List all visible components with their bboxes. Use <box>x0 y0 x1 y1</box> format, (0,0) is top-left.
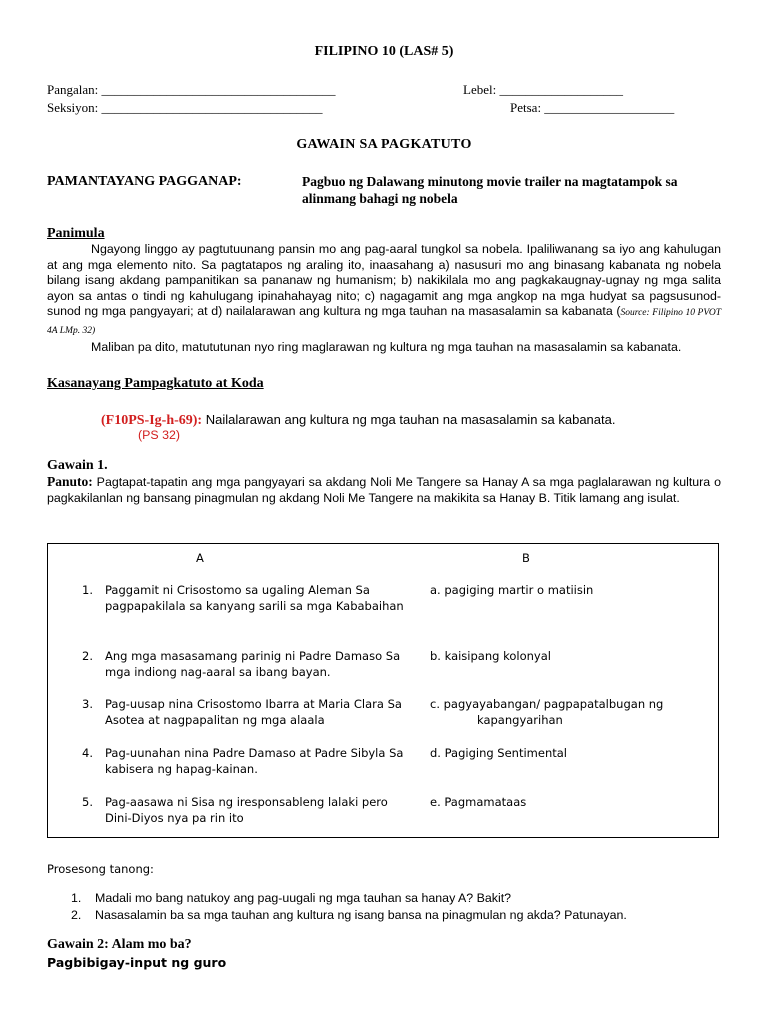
gawain2-subheading: Pagbibigay-input ng guro <box>47 955 227 970</box>
column-a-item-2: 2. Ang mga masasamang parinig ni Padre Damaso Sa mga indiong nag-aaral sa ibang bayan. <box>82 649 401 679</box>
column-a-item-3: 3. Pag-uusap nina Crisostomo Ibarra at Maria Clara Sa Asotea at nagpapalitan ng mga alaala <box>82 697 402 727</box>
gawain1-heading: Gawain 1. <box>47 458 108 473</box>
column-b-item-c: c. pagyayabangan/ pagpapatalbugan ng <box>430 697 664 711</box>
gawain-title: GAWAIN SA PAGKATUTO <box>296 137 472 152</box>
prosesong-heading: Prosesong tanong: <box>47 862 154 876</box>
column-b-item-d: d. Pagiging Sentimental <box>430 746 567 760</box>
panuto-label: Panuto: <box>47 474 93 489</box>
seksiyon-field[interactable]: Seksiyon: __________________________________ <box>47 100 323 115</box>
pangalan-field[interactable]: Pangalan: ____________________________________ <box>47 82 336 97</box>
lebel-field[interactable]: Lebel: ___________________ <box>463 82 623 97</box>
panimula-paragraph-2 <box>47 340 721 356</box>
competency-code: (F10PS-Ig-h-69): <box>101 413 203 428</box>
question-2: 2. Nasasalamin ba sa mga tauhan ang kultura ng isang bansa na pinagmulan ng akda? Patunayan. <box>71 908 627 922</box>
kasanayan-line <box>101 412 615 429</box>
panimula-body-2: Maliban pa dito, matututunan nyo ring maglarawan ng kultura ng mga tauhan na masasalamin sa kabanata. <box>91 340 682 354</box>
panimula-paragraph: Ngayong linggo ay pagtutuunang pansin mo ang pag-aaral tungkol sa nobela. Ipaliliwanang sa iyo ang kahulugan at ang mga elemento nito. Sa pagtatapos ng araling ito, inaasahang a) nasusuri mo ang binasang kabanata ng nobela bilang isang akdang pampanitikan sa pananaw ng humanism; b) nakikilala mo ang pagkakaugnay-ugnay ng mga salita ayon sa antas o tindi ng kahulugang ipinahahayag nito; c) nagagamit ang mga angkop na mga hudyat sa pagsusunod-sunod ng mga pangyayari; at d) nailalarawan ang kultura ng mga tauhan na masasalamin sa kabanata (Source: Filipino 10 PVOT 4A LMp. 32) <box>47 242 721 336</box>
column-a-header: A <box>196 551 204 565</box>
source-citation: Source: Filipino 10 PVOT 4A LMp. 32 <box>47 308 721 336</box>
kasanayan-heading: Kasanayang Pampagkatuto at Koda <box>47 376 264 391</box>
column-a-item-1: 1. Paggamit ni Crisostomo sa ugaling Aleman Sa pagpapakilala sa kanyang sarili sa mga Kababaihan <box>82 583 404 613</box>
pamantayan-text: Pagbuo ng Dalawang minutong movie trailer na magtatampok sa alinmang bahagi ng nobela <box>302 174 678 206</box>
petsa-field[interactable]: Petsa: ____________________ <box>510 100 675 115</box>
question-1: 1. Madali mo bang natukoy ang pag-uugali ng mga tauhan sa hanay A? Bakit? <box>71 891 512 905</box>
pamantayan-label: PAMANTAYANG PAGGANAP: <box>47 174 242 189</box>
column-b-item-a: a. pagiging martir o matiisin <box>430 583 594 597</box>
column-b-header: B <box>522 551 530 565</box>
ps-code: (PS 32) <box>138 428 181 442</box>
column-a-item-5: 5. Pag-aasawa ni Sisa ng iresponsableng lalaki pero Dini-Diyos nya pa rin ito <box>82 795 388 825</box>
panimula-body: Ngayong linggo ay pagtutuunang pansin mo ang pag-aaral tungkol sa nobela. Ipaliliwanang sa iyo ang kahulugan at ang mga elemento nito. Sa pagtatapos ng araling ito, inaasahang a) nasusuri mo ang binasang kabanata ng nobela bilang isang akdang pampanitikan sa pananaw ng humanism; b) nakikilala mo ang pagkakaugnay-ugnay ng mga salita ayon sa antas o tindi ng kahulugang ipinahahayag nito; c) nagagamit ang mga angkop na mga hudyat sa pagsusunod-sunod ng mga pangyayari; at d) nailalarawan ang kultura ng mga tauhan na masasalamin sa kabanata ( <box>47 242 721 319</box>
panuto-paragraph <box>47 474 721 506</box>
matching-table <box>47 543 719 838</box>
column-b-item-e: e. Pagmamataas <box>430 795 527 809</box>
panuto-text: Pagtapat-tapatin ang mga pangyayari sa akdang Noli Me Tangere sa Hanay A sa mga paglalarawan ng kultura o pagkakilanlan ng bansang pinagmulan ng akdang Noli Me Tangere na makikita sa Hanay B. Titik lamang ang isulat. <box>47 475 721 505</box>
competency-text: Nailalarawan ang kultura ng mga tauhan na masasalamin sa kabanata. <box>202 412 616 427</box>
column-b-item-c-cont: kapangyarihan <box>477 713 563 727</box>
panimula-heading: Panimula <box>47 226 105 241</box>
column-a-item-4: 4. Pag-uunahan nina Padre Damaso at Padre Sibyla Sa kabisera ng hapag-kainan. <box>82 746 404 776</box>
gawain2-heading: Gawain 2: Alam mo ba? <box>47 937 192 952</box>
column-b-item-b: b. kaisipang kolonyal <box>430 649 551 663</box>
document-title: FILIPINO 10 (LAS# 5) <box>314 44 454 59</box>
